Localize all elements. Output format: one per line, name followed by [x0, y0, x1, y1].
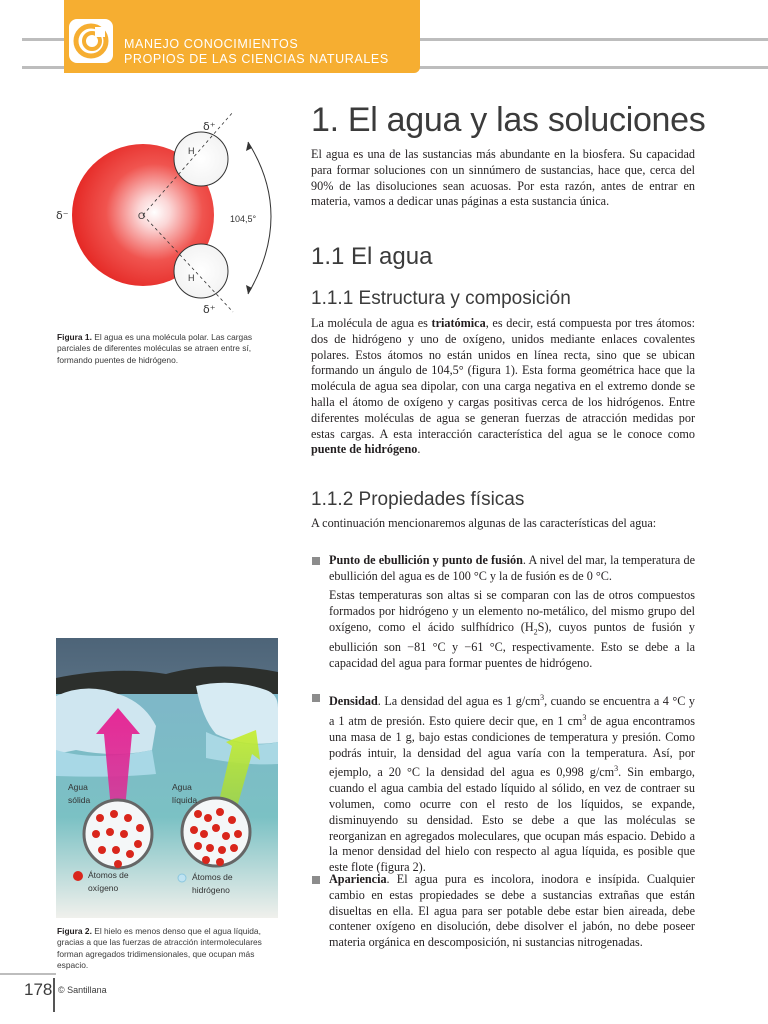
page-number: 178 — [24, 980, 53, 999]
legend-oxygen-1: Átomos de — [88, 870, 129, 880]
label-delta-plus-bottom: δ⁺ — [203, 303, 216, 316]
bullet-square-icon — [312, 876, 320, 884]
label-delta-plus-top: δ⁺ — [203, 120, 216, 133]
footer-divider — [53, 978, 55, 1012]
hydrogen-atom-top — [174, 132, 228, 186]
hydrogen-atom-bottom — [174, 244, 228, 298]
label-solid-water-2: sólida — [68, 795, 91, 805]
properties-intro: A continuación mencionaremos algunas de las características del agua: — [311, 516, 657, 530]
figure1-caption — [57, 332, 283, 366]
section-title — [124, 37, 389, 67]
label-liquid-water-2: líquida — [172, 795, 198, 805]
legend-hydrogen-2: hidrógeno — [192, 885, 230, 895]
label-h-bottom: H — [188, 273, 195, 283]
water-molecule-diagram — [50, 108, 280, 318]
bullet-square-icon — [312, 557, 320, 565]
term-triatomica: triatómica — [431, 316, 486, 330]
figure1-caption-text: El agua es una molécula polar. Las cargas parciales de diferentes moléculas se atraen entre sí, formando puentes de hidrógeno. — [57, 332, 253, 365]
intro-paragraph: El agua es una de las sustancias más abundante en la biosfera. Su capacidad para formar soluciones con un sinnúmero de sustancias, hace que, cerca del 90% de las disoluciones sean acuosas. Por esta razón, antes de entrar en materia, vamos a dedicar unas páginas a esta sustancia única. — [311, 147, 695, 209]
subsection-heading-structure: 1.1.1 Estructura y composición — [311, 288, 571, 309]
figure2-caption — [57, 926, 283, 971]
oxygen-legend-icon — [73, 871, 83, 881]
list-item-appearance: Apariencia. El agua pura es incolora, inodora e insípida. Cualquier cambio en estas propiedades se debe a sustancias extrañas que están disueltas en ella. El agua para ser potable debe estar bien aireada, debe contener oxígeno en disolución, debe disolver el jabón, no debe poseer materia orgánica en descomposición, ni sustancias nitrogenadas. — [311, 872, 695, 951]
figure1-caption-label: Figura 1. — [57, 332, 92, 342]
label-h-top: H — [188, 146, 195, 156]
term-puente-de-hidrogeno: puente de hidrógeno — [311, 442, 418, 457]
label-solid-water-1: Agua — [68, 782, 88, 792]
copyright: © Santillana — [58, 985, 107, 995]
list-item-boiling-point-detail: Estas temperaturas son altas si se comparan con las de otros compuestos formados por hidrógeno y un elemento no-metálico, del mismo grupo del oxígeno, como el ácido sulfhídrico $(H_2S)$, cuyos puntos de fusión y ebullición son −81 °C y −61 °C, respectivamente. Esto se debe a la capacidad del agua para formar puentes de hidrógeno. — [329, 588, 695, 670]
label-liquid-water-1: Agua — [172, 782, 192, 792]
figure2-caption-text: El hielo es menos denso que el agua líquida, gracias a que las fuerzas de atracción intermoleculares forman agregados tridimensionales, que ocupan más espacio. — [57, 926, 262, 970]
legend-oxygen-2: oxígeno — [88, 883, 119, 893]
structure-paragraph: La molécula de agua es triatómica, es decir, está compuesta por tres átomos: dos de hidrógeno y uno de oxígeno, unidos mediante enlaces covalentes polares. Estos átomos no están unidos en línea recta, sino que se ubican formando un ángulo de 104,5° (figura 1). Esta forma geométrica hace que la molécula de agua sea dipolar, con una carga negativa en el extremo donde se halla el átomo de oxígeno y cargas positivas cerca de los hidrógenos. Entre diferentes moléculas de agua se generan fuerzas de atracción medidas por estas cargas. A esta interacción característica del agua se le conoce como puente de hidrógeno. — [311, 316, 695, 457]
hydrogen-legend-icon — [178, 874, 186, 882]
section-title-line1: MANEJO CONOCIMIENTOS — [124, 37, 299, 51]
section-title-line2: PROPIOS DE LAS CIENCIAS NATURALES — [124, 52, 389, 66]
ice-density-illustration — [56, 638, 278, 918]
list-item-boiling-point: Punto de ebullición y punto de fusión. A nivel del mar, la temperatura de ebullición del agua es de 100 °C y la de fusión es de 0 °C. — [311, 553, 695, 585]
label-angle: 104,5° — [230, 214, 257, 224]
list-item-density: Densidad. La densidad del agua es 1 $g/cm^3$, cuando se encuentra a 4 °C y a 1 atm de presión. Esto quiere decir que, en 1 $cm^3$ de agua encontramos una masa de 1 g, bajo estas condiciones de temperatura y presión. Como podrás intuir, la densidad del agua varía con la temperatura. Así, por ejemplo, a 20 °C la densidad del agua es 0,998 $g/cm^3$. Sin embargo, cuando el agua cambia del estado líquido al sólido, en vez de contraer su volumen, como ocurre con el resto de los líquidos, se expande, disminuyendo su densidad. Esto se debe a que las moléculas se reorganizan en agregados moleculares, que ocupan más espacio. Debido a la menor densidad del hielo con respecto al agua líquida, es posible que este flote (figura 2). — [311, 690, 695, 876]
figure2-caption-label: Figura 2. — [57, 926, 92, 936]
subsection-heading-properties: 1.1.2 Propiedades físicas — [311, 489, 525, 510]
page-title: 1. El agua y las soluciones — [311, 101, 706, 139]
bullet-square-icon — [312, 694, 320, 702]
footer-rule — [0, 973, 56, 975]
label-o: O — [138, 211, 146, 221]
legend-hydrogen-1: Átomos de — [192, 872, 233, 882]
section-logo-icon — [69, 19, 113, 63]
label-delta-minus: δ⁻ — [56, 209, 69, 222]
section-heading: 1.1 El agua — [311, 243, 433, 270]
